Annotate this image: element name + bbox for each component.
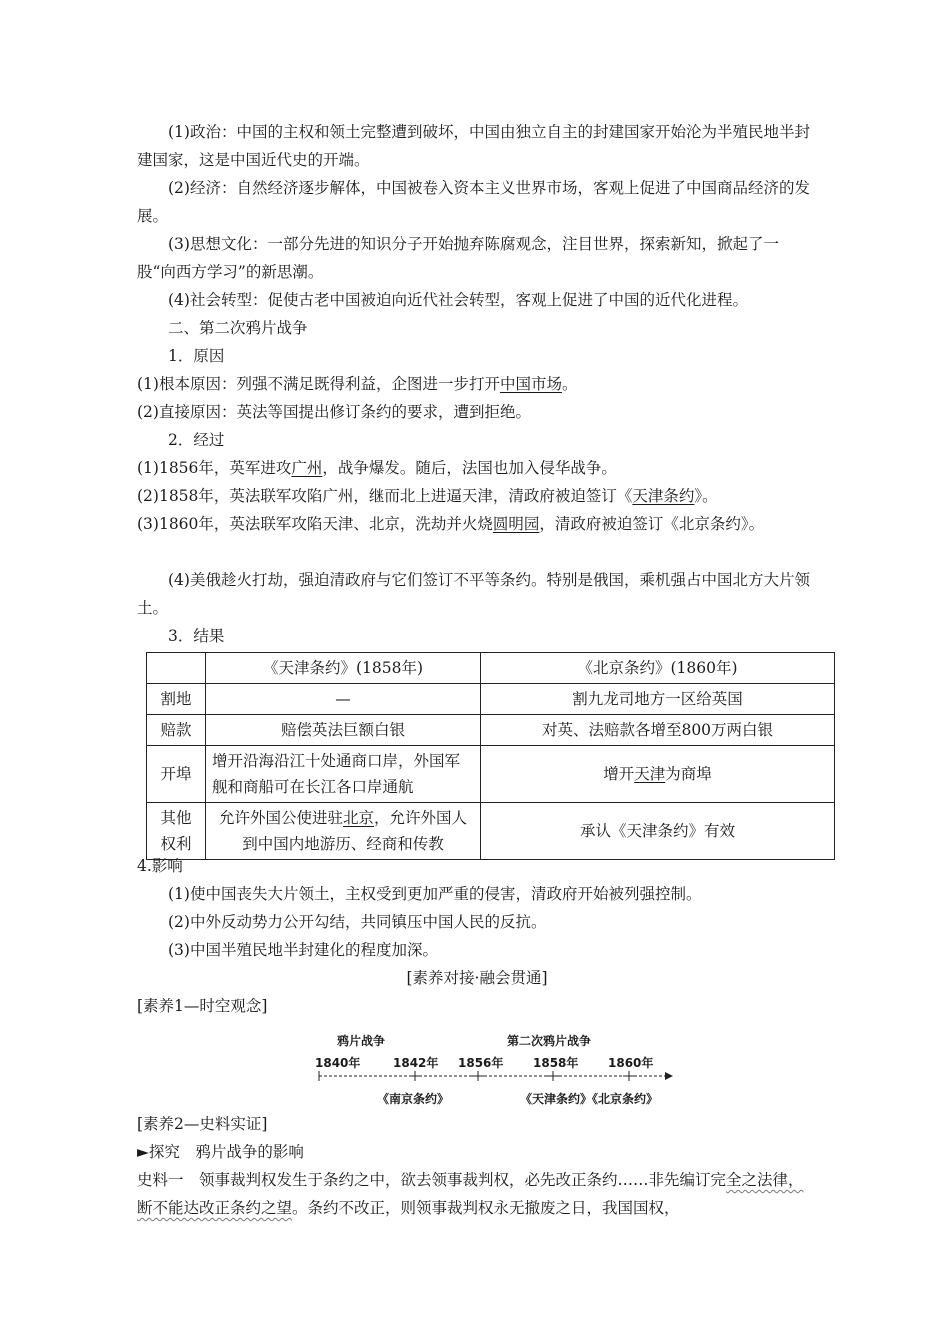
cause-root-keyword: 中国市场 (499, 375, 562, 393)
cause-root-text: (1)根本原因：列强不满足既得利益，企图进一步打开 (137, 375, 500, 393)
table-header-tianjin: 《天津条约》(1858年) (206, 653, 481, 684)
cause-direct: (2)直接原因：英法等国提出修订条约的要求，遭到拒绝。 (137, 403, 531, 421)
cell-text-end: ，允许外国人到中国内地游历、经商和传教 (242, 809, 468, 853)
source-text-end: 。条约不改正，则领事裁判权永无撤废之日，我国国权， (292, 1199, 680, 1217)
process-1860-keyword: 圆明园 (492, 515, 540, 533)
cell-text: 增开 (603, 765, 635, 783)
process-1858-keyword: 天津条约 (632, 487, 695, 505)
timeline-war-1: 鸦片战争 (337, 1034, 386, 1048)
section-banner: [素养对接·融会贯通] (406, 969, 548, 987)
process-us-russia: (4)美俄趁火打劫，强迫清政府与它们签订不平等条约。特别是俄国，乘机强占中国北方大片领土。 (137, 571, 810, 617)
table-row (147, 803, 835, 860)
source-material-1 (137, 1166, 817, 1222)
timeline-year: 1840年 (315, 1056, 361, 1070)
table-row-label: 开埠 (147, 746, 206, 803)
table-cell: 增开沿海沿江十处通商口岸，外国军舰和商船可在长江各口岸通航 (206, 746, 481, 803)
impact-culture-paragraph: (3)思想文化：一部分先进的知识分子开始抛弃陈腐观念，注目世界，探索新知，掀起了一股“向西方学习”的新思潮。 (137, 235, 779, 281)
cell-text: 允许外国公使进驻 (218, 809, 343, 827)
table-row (147, 684, 835, 715)
process-1858-text: (2)1858年，英法联军攻陷广州，继而北上进逼天津，清政府被迫签订《 (137, 487, 633, 505)
table-cell: 割九龙司地方一区给英国 (481, 684, 835, 715)
table-row-label: 割地 (147, 684, 206, 715)
process-1860 (137, 510, 817, 538)
impact-item-1: (1)使中国丧失大片领土，主权受到更加严重的侵害，清政府开始被列强控制。 (168, 885, 702, 903)
timeline-diagram (315, 1028, 675, 1108)
timeline-war-2: 第二次鸦片战争 (507, 1034, 592, 1048)
impact-politics-paragraph: (1)政治：中国的主权和领土完整遭到破坏，中国由独立自主的封建国家开始沦为半殖民地半封建国家，这是中国近代史的开端。 (137, 123, 810, 169)
timeline-year: 1860年 (608, 1056, 654, 1070)
table-row (147, 746, 835, 803)
table-cell: 赔偿英法巨额白银 (206, 715, 481, 746)
source-text: 史料一 领事裁判权发生于条约之中，欲去领事裁判权，必先改正条约……非先编订完 (137, 1171, 727, 1189)
literacy-2-label: [素养2—史料实证] (137, 1115, 268, 1133)
section-heading: 二、第二次鸦片战争 (168, 319, 308, 337)
process-1856 (137, 454, 617, 482)
cell-keyword: 北京 (342, 809, 374, 827)
result-table (146, 652, 835, 860)
impact-economy-paragraph: (2)经济：自然经济逐步解体，中国被卷入资本主义世界市场，客观上促进了中国商品经济的发展。 (137, 179, 810, 225)
impact-social-paragraph: (4)社会转型：促使古老中国被迫向近代社会转型，客观上促进了中国的近代化进程。 (168, 291, 748, 309)
table-row-label: 赔款 (147, 715, 206, 746)
timeline-year: 1856年 (458, 1056, 504, 1070)
result-title: 3．结果 (168, 627, 225, 645)
table-header-beijing: 《北京条约》(1860年) (481, 653, 835, 684)
table-row (147, 715, 835, 746)
timeline-treaty-2: 《天津条约》《北京条约》 (520, 1092, 659, 1106)
table-cell (206, 803, 481, 860)
timeline-year: 1842年 (393, 1056, 439, 1070)
process-1856-end: ，战争爆发。随后，法国也加入侵华战争。 (322, 459, 617, 477)
timeline-treaty-1: 《南京条约》 (377, 1092, 450, 1106)
impact-item-3: (3)中国半殖民地半封建化的程度加深。 (168, 941, 438, 959)
table-row (147, 653, 835, 684)
cause-root-end: 。 (561, 375, 578, 393)
source-emphasis: 全之法律，断不能达改正条约之望 (137, 1171, 804, 1217)
table-row-label: 其他权利 (147, 803, 206, 860)
process-1856-keyword: 广州 (291, 459, 323, 477)
cell-keyword: 天津 (634, 765, 666, 783)
process-1860-text: (3)1860年，英法联军攻陷天津、北京，洗劫并火烧 (137, 515, 493, 533)
literacy-1-label: [素养1—时空观念] (137, 997, 268, 1015)
cause-root (137, 370, 578, 398)
cause-title: 1．原因 (168, 347, 225, 365)
table-cell: 承认《天津条约》有效 (481, 803, 835, 860)
timeline-year: 1858年 (533, 1056, 579, 1070)
cell-text-end: 为商埠 (665, 765, 712, 783)
process-title: 2．经过 (168, 431, 225, 449)
impact-title: 4.影响 (137, 857, 183, 875)
process-1858-end: 》。 (694, 487, 718, 505)
explore-heading: ►探究 鸦片战争的影响 (137, 1143, 304, 1161)
table-cell: 对英、法赔款各增至800万两白银 (481, 715, 835, 746)
process-1856-text: (1)1856年，英军进攻 (137, 459, 292, 477)
impact-item-2: (2)中外反动势力公开勾结，共同镇压中国人民的反抗。 (168, 913, 547, 931)
table-cell: — (206, 684, 481, 715)
process-1860-end: ，清政府被迫签订《北京条约》。 (539, 515, 765, 533)
table-cell (481, 746, 835, 803)
process-1858 (137, 482, 718, 510)
table-cell (147, 653, 206, 684)
